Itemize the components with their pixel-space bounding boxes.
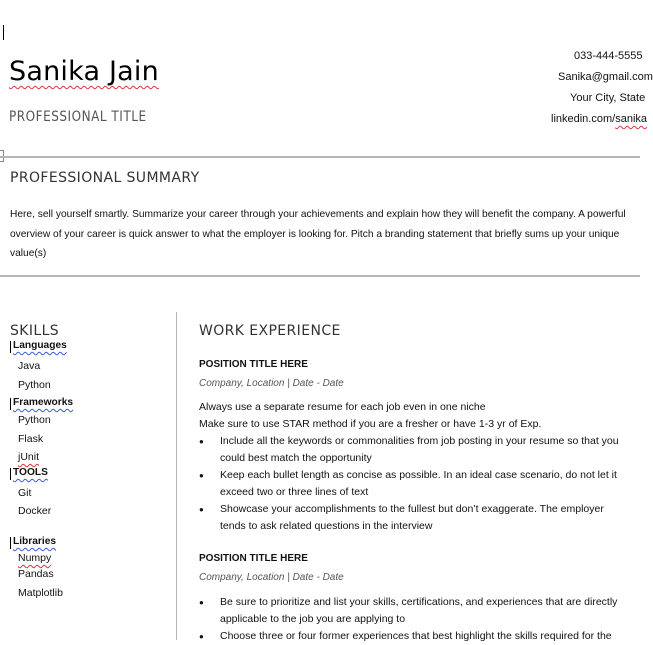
contact-location[interactable]: Your City, State [570,92,646,104]
skill-item: Python [18,414,51,426]
contact-email[interactable]: Sanika@gmail.com [558,71,653,83]
contact-linkedin[interactable] [551,109,647,130]
position-bullet: ● Showcase your accomplishments to the fullest but don’t exaggerate. The employer tends to ask related questions in the interview [199,501,630,535]
skill-item: Matplotlib [18,587,63,599]
summary-heading: PROFESSIONAL SUMMARY [10,170,200,186]
skill-item: Java [18,360,41,372]
position-title: POSITION TITLE HERE [199,359,308,370]
summary-line: value(s) [10,248,47,259]
skill-category-libraries: Libraries [10,536,170,547]
position-bullet: ● Be sure to prioritize and list your skills, certifications, and experiences that are directly applicable to the job you are applying to [199,594,630,628]
skill-item: jUnit [18,451,40,463]
position-entry [199,358,640,535]
skill-item: Flask [18,433,44,445]
candidate-name[interactable]: Sanika Jain [9,56,159,87]
skill-item: Docker [18,505,52,517]
position-bullet: ● Keep each bullet length as concise as possible. In an ideal case scenario, do not let it exceed two or three lines of text [199,467,630,501]
position-bullet: ● Include all the keywords or commonalities from job posting in your resume so that you could best match the opportunity [199,433,630,467]
summary-text[interactable] [10,205,650,264]
skill-item: Git [18,487,32,499]
position-note: Always use a separate resume for each job even in one niche [199,401,486,413]
column-divider [176,312,177,640]
contact-block [540,46,653,130]
linkedin-handle: sanika [615,113,647,125]
position-company: Company, Location | Date - Date [199,378,344,389]
linkedin-prefix: linkedin.com/ [551,113,616,125]
summary-line: overview of your career is quick answer to what the employer is looking for. Pitch a branding statement that briefly sums up your unique [10,228,620,240]
position-company: Company, Location | Date - Date [199,572,344,583]
work-experience-list[interactable] [199,358,640,645]
professional-title[interactable]: PROFESSIONAL TITLE [9,109,147,125]
skills-list[interactable] [10,340,170,599]
skill-item: Numpy [18,552,52,564]
contact-phone[interactable]: 033-444-5555 [574,50,643,62]
skills-heading: SKILLS [10,323,60,339]
skill-category-languages: Languages [10,340,170,351]
skill-item: Pandas [18,568,54,580]
skill-item: Python [18,379,51,391]
summary-line: Here, sell yourself smartly. Summarize your career through your achievements and explain how they will benefit the company. A powerful [10,209,626,220]
skill-category-tools: TOOLS [10,467,170,478]
skill-category-frameworks: Frameworks [10,397,170,408]
text-cursor [3,25,4,40]
divider-middle [0,275,640,277]
position-bullet: ● Choose three or four former experiences that best highlight the skills required for the [199,628,630,645]
position-title: POSITION TITLE HERE [199,553,308,564]
work-experience-heading: WORK EXPERIENCE [199,323,341,339]
position-entry [199,552,640,645]
divider-top [0,156,640,158]
position-note: Make sure to use STAR method if you are a fresher or have 1-3 yr of Exp. [199,418,542,430]
